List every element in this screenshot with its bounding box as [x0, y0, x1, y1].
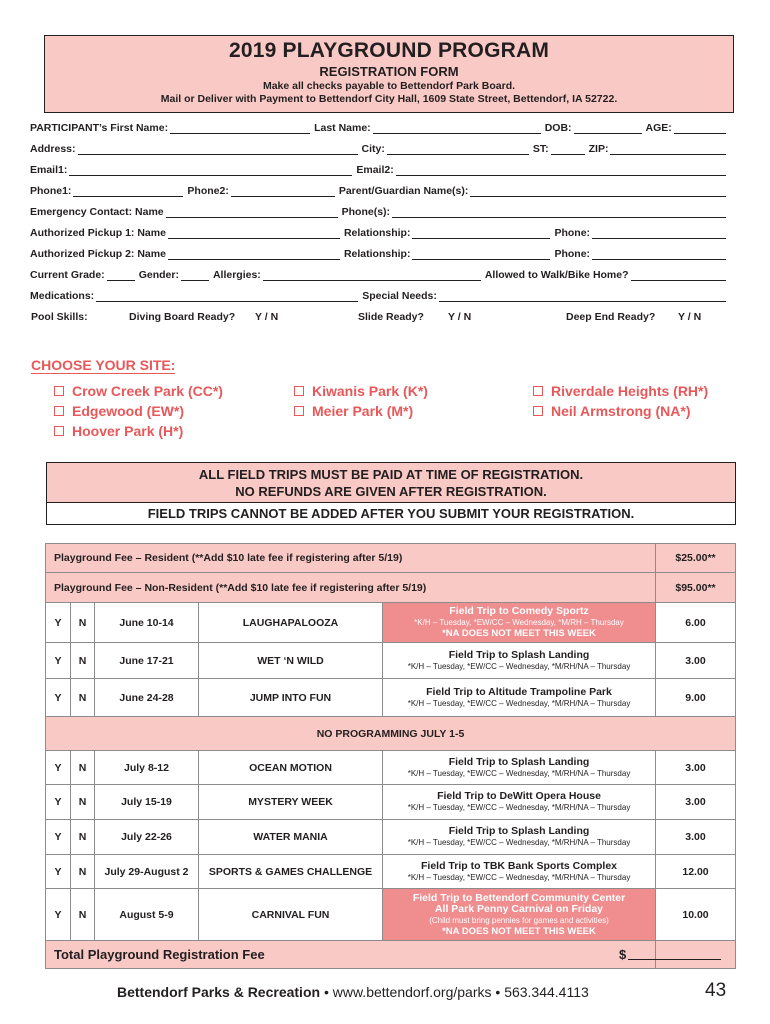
trip-price: 3.00 — [656, 785, 736, 820]
pickup1-relationship-label: Relationship: — [343, 227, 411, 239]
field-trip-extra: (Child must bring pennies for games and activities) — [429, 915, 609, 925]
field-trip-subtitle: All Park Penny Carnival on Friday — [434, 902, 604, 915]
week-theme: SPORTS & GAMES CHALLENGE — [199, 855, 383, 889]
field-trip-note: *NA DOES NOT MEET THIS WEEK — [442, 925, 596, 937]
dob-label: DOB: — [544, 122, 572, 134]
last-name-label: Last Name: — [314, 122, 371, 134]
allergies-label: Allergies: — [212, 269, 261, 281]
yes-option[interactable]: Y — [46, 820, 71, 855]
row-pickup2 — [30, 248, 730, 260]
footer-separator: • — [323, 984, 329, 1000]
week-date: July 15-19 — [95, 785, 199, 820]
table-row — [46, 785, 736, 820]
site-option-riverdale[interactable]: Riverdale Heights (RH*) — [533, 383, 708, 399]
pickup2-phone-label: Phone: — [554, 248, 591, 260]
week-date: July 8-12 — [95, 751, 199, 785]
emergency-label: Emergency Contact: Name — [30, 206, 164, 218]
trip-price: 6.00 — [656, 603, 736, 643]
week-theme: OCEAN MOTION — [199, 751, 383, 785]
pickup1-phone-label: Phone: — [554, 227, 591, 239]
week-date: June 10-14 — [95, 603, 199, 643]
address-label: Address: — [30, 143, 76, 155]
field-trip-title: Field Trip to TBK Bank Sports Complex — [420, 859, 618, 872]
deep-end-yn[interactable]: Y / N — [678, 311, 702, 323]
walk-label: Allowed to Walk/Bike Home? — [484, 269, 629, 281]
row-medications — [30, 290, 730, 302]
email2-label: Email2: — [356, 164, 394, 176]
pickup2-phone-field[interactable] — [592, 249, 726, 260]
field-trip-title: Field Trip to Bettendorf Community Center — [412, 891, 626, 904]
email1-label: Email1: — [30, 164, 68, 176]
footer-url[interactable]: www.bettendorf.org/parks — [332, 984, 492, 1000]
choose-site-heading: CHOOSE YOUR SITE: — [31, 357, 176, 373]
allergies-field[interactable] — [263, 270, 481, 281]
checkbox-icon[interactable] — [294, 386, 304, 396]
site-option-kiwanis[interactable]: Kiwanis Park (K*) — [294, 383, 428, 399]
footer-brand: Bettendorf Parks & Recreation — [117, 984, 321, 1000]
last-name-field[interactable] — [373, 123, 541, 134]
trip-price: 3.00 — [656, 820, 736, 855]
st-field[interactable] — [551, 144, 585, 155]
row-phone — [30, 185, 730, 197]
yes-option[interactable]: Y — [46, 751, 71, 785]
yes-option[interactable]: Y — [46, 855, 71, 889]
week-date: June 24-28 — [95, 679, 199, 717]
yes-option[interactable]: Y — [46, 889, 71, 941]
page-title: 2019 PLAYGROUND PROGRAM — [228, 39, 550, 62]
field-trip-cell — [383, 785, 656, 820]
resident-fee-label: Playground Fee – Resident (**Add $10 late fee if registering after 5/19) — [46, 544, 656, 573]
checkbox-icon[interactable] — [294, 406, 304, 416]
yes-option[interactable]: Y — [46, 643, 71, 679]
deep-end-label: Deep End Ready? — [566, 311, 656, 323]
fee-row-resident — [46, 544, 736, 573]
row-emergency — [30, 206, 730, 218]
phone2-field[interactable] — [231, 186, 335, 197]
field-trip-title: Field Trip to Comedy Sportz — [449, 605, 589, 617]
field-trip-note: *NA DOES NOT MEET THIS WEEK — [442, 628, 596, 639]
dob-field[interactable] — [574, 123, 642, 134]
gender-label: Gender: — [138, 269, 179, 281]
pickup1-relationship-field[interactable] — [412, 228, 550, 239]
row-participant — [30, 122, 730, 134]
table-row — [46, 820, 736, 855]
special-needs-field[interactable] — [439, 291, 726, 302]
page-number: 43 — [705, 980, 727, 1001]
checkbox-icon[interactable] — [54, 386, 64, 396]
pickup2-relationship-field[interactable] — [412, 249, 550, 260]
resident-fee-price: $25.00** — [656, 544, 736, 573]
notice-line-3: FIELD TRIPS CANNOT BE ADDED AFTER YOU SUBMIT YOUR REGISTRATION. — [147, 506, 635, 521]
email1-field[interactable] — [69, 165, 352, 176]
table-row — [46, 603, 736, 643]
week-date: June 17-21 — [95, 643, 199, 679]
fee-row-nonresident — [46, 573, 736, 603]
checkbox-icon[interactable] — [54, 426, 64, 436]
walk-field[interactable] — [631, 270, 726, 281]
mail-note: Mail or Deliver with Payment to Bettendorf City Hall, 1609 State Street, Bettendorf, IA 52722. — [160, 93, 618, 105]
field-trip-title: Field Trip to Splash Landing — [448, 648, 590, 661]
field-trip-cell — [383, 820, 656, 855]
total-row — [46, 941, 736, 969]
row-address — [30, 143, 730, 155]
field-trip-cell — [383, 751, 656, 785]
checkbox-icon[interactable] — [533, 386, 543, 396]
no-option[interactable]: N — [71, 889, 95, 941]
pool-skills-label: Pool Skills: — [31, 311, 88, 323]
table-row — [46, 751, 736, 785]
pickup1-label: Authorized Pickup 1: Name — [30, 227, 166, 239]
checkbox-icon[interactable] — [533, 406, 543, 416]
emergency-phones-label: Phone(s): — [341, 206, 391, 218]
trip-price: 3.00 — [656, 751, 736, 785]
table-row — [46, 855, 736, 889]
gender-field[interactable] — [181, 270, 209, 281]
field-trip-cell — [383, 889, 656, 941]
field-trip-cell — [383, 679, 656, 717]
site-option-edgewood[interactable]: Edgewood (EW*) — [54, 403, 184, 419]
site-option-crow-creek[interactable]: Crow Creek Park (CC*) — [54, 383, 223, 399]
medications-label: Medications: — [30, 290, 95, 302]
phone1-label: Phone1: — [30, 185, 72, 197]
field-trip-title: Field Trip to Altitude Trampoline Park — [426, 685, 612, 698]
table-row — [46, 889, 736, 941]
checkbox-icon[interactable] — [54, 406, 64, 416]
footer — [117, 984, 589, 1000]
yes-option[interactable]: Y — [46, 603, 71, 643]
emergency-name-field[interactable] — [166, 207, 338, 218]
table-row — [46, 643, 736, 679]
total-field[interactable] — [619, 941, 736, 969]
field-trip-cell — [383, 855, 656, 889]
no-option[interactable]: N — [71, 643, 95, 679]
no-option[interactable]: N — [71, 679, 95, 717]
no-option[interactable]: N — [71, 751, 95, 785]
site-option-hoover[interactable]: Hoover Park (H*) — [54, 423, 183, 439]
footer-separator: • — [495, 984, 501, 1000]
table-row — [46, 679, 736, 717]
week-theme: JUMP INTO FUN — [199, 679, 383, 717]
phone2-label: Phone2: — [187, 185, 229, 197]
trip-price: 10.00 — [656, 889, 736, 941]
zip-label: ZIP: — [588, 143, 609, 155]
first-name-label: PARTICIPANT’s First Name: — [30, 122, 169, 134]
zip-field[interactable] — [610, 144, 726, 155]
st-label: ST: — [532, 143, 549, 155]
week-theme: CARNIVAL FUN — [199, 889, 383, 941]
yes-option[interactable]: Y — [46, 679, 71, 717]
age-field[interactable] — [674, 123, 726, 134]
week-date: July 22-26 — [95, 820, 199, 855]
pickup1-name-field[interactable] — [168, 228, 340, 239]
pickup2-name-field[interactable] — [168, 249, 340, 260]
week-theme: WET ‘N WILD — [199, 643, 383, 679]
field-trip-days: *K/H – Tuesday, *EW/CC – Wednesday, *M/RH/NA – Thursday — [407, 838, 631, 847]
emergency-phones-field[interactable] — [392, 207, 726, 218]
age-label: AGE: — [645, 122, 672, 134]
field-trip-notice — [46, 462, 736, 525]
field-trip-days: *K/H – Tuesday, *EW/CC – Wednesday, *M/RH/NA – Thursday — [407, 768, 631, 778]
field-trip-cell — [383, 643, 656, 679]
no-option[interactable]: N — [71, 603, 95, 643]
pickup2-label: Authorized Pickup 2: Name — [30, 248, 166, 260]
fee-table — [45, 543, 736, 969]
pickup1-phone-field[interactable] — [592, 228, 726, 239]
site-option-meier[interactable]: Meier Park (M*) — [294, 403, 413, 419]
form-subtitle: REGISTRATION FORM — [319, 64, 459, 79]
field-trip-days: *K/H – Tuesday, *EW/CC – Wednesday, *M/RH/NA – Thursday — [407, 698, 631, 708]
no-programming-row — [46, 717, 736, 751]
no-programming-label: NO PROGRAMMING JULY 1-5 — [46, 717, 736, 751]
diving-yn[interactable]: Y / N — [255, 311, 279, 323]
form-header — [44, 35, 734, 113]
slide-yn[interactable]: Y / N — [448, 311, 472, 323]
field-trip-days: *K/H – Tuesday, *EW/CC – Wednesday, *M/RH – Thursday — [414, 618, 624, 627]
no-option[interactable]: N — [71, 820, 95, 855]
field-trip-days: *K/H – Tuesday, *EW/CC – Wednesday, *M/RH/NA – Thursday — [407, 661, 631, 671]
no-option[interactable]: N — [71, 785, 95, 820]
field-trip-days: *K/H – Tuesday, *EW/CC – Wednesday, *M/RH/NA – Thursday — [407, 803, 631, 812]
special-needs-label: Special Needs: — [362, 290, 437, 302]
total-label: Total Playground Registration Fee — [46, 941, 656, 969]
field-trip-title: Field Trip to DeWitt Opera House — [437, 790, 601, 802]
nonresident-fee-price: $95.00** — [656, 573, 736, 603]
field-trip-title: Field Trip to Splash Landing — [448, 825, 590, 837]
week-date: July 29-August 2 — [95, 855, 199, 889]
guardian-field[interactable] — [470, 186, 726, 197]
slide-label: Slide Ready? — [358, 311, 424, 323]
guardian-label: Parent/Guardian Name(s): — [338, 185, 469, 197]
nonresident-fee-label: Playground Fee – Non-Resident (**Add $10 late fee if registering after 5/19) — [46, 573, 656, 603]
total-line — [628, 959, 721, 960]
week-theme: WATER MANIA — [199, 820, 383, 855]
field-trip-cell — [383, 603, 656, 643]
field-trip-days: *K/H – Tuesday, *EW/CC – Wednesday, *M/RH/NA – Thursday — [407, 872, 631, 882]
trip-price: 12.00 — [656, 855, 736, 889]
trip-price: 9.00 — [656, 679, 736, 717]
no-option[interactable]: N — [71, 855, 95, 889]
payable-note: Make all checks payable to Bettendorf Park Board. — [262, 80, 516, 92]
notice-line-1: ALL FIELD TRIPS MUST BE PAID AT TIME OF REGISTRATION. — [198, 467, 584, 482]
week-theme: LAUGHAPALOOZA — [199, 603, 383, 643]
grade-field[interactable] — [107, 270, 135, 281]
total-dollar: $ — [619, 947, 627, 962]
week-date: August 5-9 — [95, 889, 199, 941]
diving-label: Diving Board Ready? — [129, 311, 236, 323]
pickup2-relationship-label: Relationship: — [343, 248, 411, 260]
yes-option[interactable]: Y — [46, 785, 71, 820]
medications-field[interactable] — [96, 291, 358, 302]
site-option-neil-armstrong[interactable]: Neil Armstrong (NA*) — [533, 403, 691, 419]
row-email — [30, 164, 730, 176]
trip-price: 3.00 — [656, 643, 736, 679]
email2-field[interactable] — [396, 165, 726, 176]
week-theme: MYSTERY WEEK — [199, 785, 383, 820]
footer-phone: 563.344.4113 — [504, 984, 589, 1000]
grade-label: Current Grade: — [30, 269, 105, 281]
notice-line-2: NO REFUNDS ARE GIVEN AFTER REGISTRATION. — [235, 484, 547, 499]
city-field[interactable] — [387, 144, 529, 155]
row-pickup1 — [30, 227, 730, 239]
first-name-field[interactable] — [170, 123, 310, 134]
city-label: City: — [361, 143, 385, 155]
address-field[interactable] — [78, 144, 358, 155]
field-trip-title: Field Trip to Splash Landing — [448, 755, 590, 768]
phone1-field[interactable] — [73, 186, 183, 197]
row-grade — [30, 269, 730, 281]
